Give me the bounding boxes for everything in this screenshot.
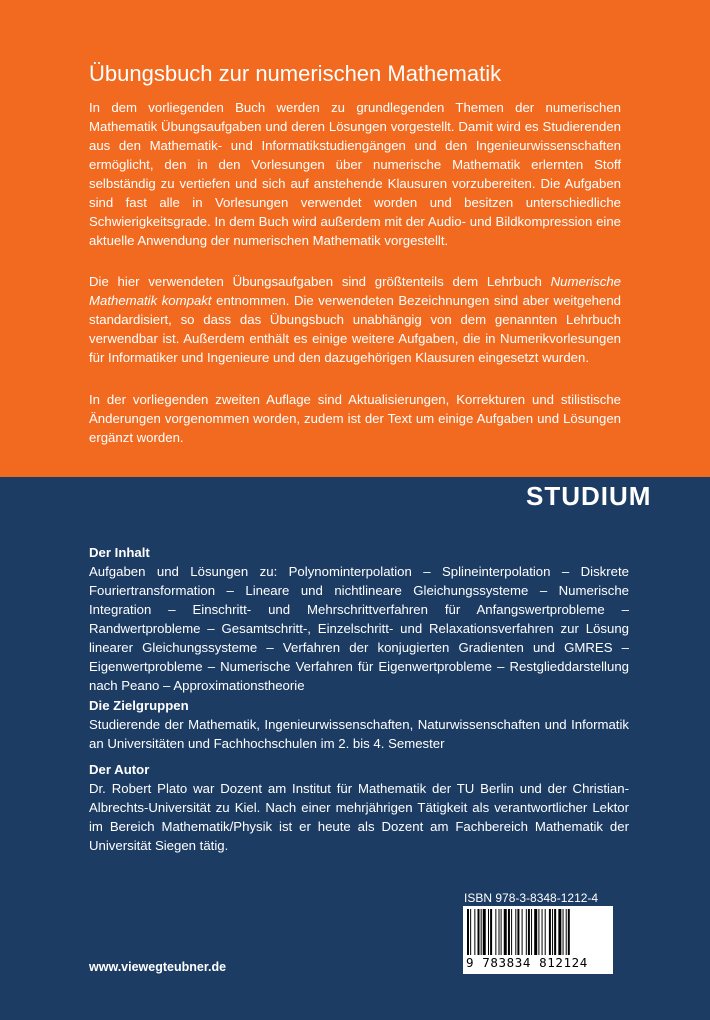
barcode-bar	[531, 909, 532, 955]
barcode-bar	[470, 909, 471, 955]
barcode-bar	[511, 909, 512, 955]
barcode-bar	[488, 909, 489, 955]
barcode-bar	[515, 909, 516, 955]
book-title: Übungsbuch zur numerischen Mathematik	[89, 61, 502, 86]
barcode-bar	[501, 909, 502, 955]
section-inhalt-heading: Der Inhalt	[89, 545, 150, 560]
section-zielgruppen-body: Studierende der Mathematik, Ingenieurwissenschaften, Naturwissenschaften und Informatik an Universitäten und Fachhochschulen im 2. bis 4. Semester	[89, 717, 629, 751]
blurb-paragraph-1: In dem vorliegenden Buch werden zu grundlegenden Themen der numerischen Mathematik Übungsaufgaben und deren Lösungen vorgestellt. Damit wird es Studierenden aus den Mathematik- und Informatikstudiengängen und den Ingenieurwissenschaften ermöglicht, den in den Vorlesungen über numerische Mathematik erlernten Stoff selbständig zu vertiefen und sich auf anstehende Klausuren vorzubereiten. Die Aufgaben sind fast alle in Vorlesungen verwendet worden und besitzen unterschiedliche Schwierigkeitsgrade. In dem Buch wird außerdem mit der Audio- und Bildkompression eine aktuelle Anwendung der numerischen Mathematik vorgestellt.	[89, 100, 621, 248]
barcode-bar	[504, 909, 507, 955]
barcode-bar	[483, 909, 486, 955]
section-zielgruppen	[89, 696, 629, 753]
barcode-bar	[481, 909, 482, 955]
barcode-bar	[549, 909, 551, 955]
barcode-bar	[522, 909, 523, 955]
barcode-bar	[478, 909, 480, 955]
barcode-bar	[474, 909, 475, 955]
publisher-url[interactable]: www.viewegteubner.de	[89, 960, 227, 974]
barcode-bar	[490, 909, 492, 955]
barcode-bar	[508, 909, 510, 955]
barcode-bar	[467, 909, 469, 955]
barcode-bar	[552, 909, 553, 955]
barcode-bars	[463, 906, 613, 956]
barcode-bar	[499, 909, 500, 955]
section-autor-heading: Der Autor	[89, 762, 150, 777]
barcode-bar	[538, 909, 539, 955]
blurb-p2-text-before: Die hier verwendeten Übungsaufgaben sind größtenteils dem Lehrbuch	[89, 274, 551, 289]
barcode-bar	[526, 909, 527, 955]
barcode-bar	[542, 909, 543, 955]
isbn-label: ISBN 978-3-8348-1212-4	[464, 891, 599, 905]
barcode-bar	[545, 909, 546, 955]
barcode-bar	[554, 909, 556, 955]
section-autor	[89, 760, 629, 855]
barcode-bar	[558, 909, 561, 955]
barcode-bar	[528, 909, 530, 955]
blurb-paragraph-2	[89, 272, 621, 367]
section-autor-body: Dr. Robert Plato war Dozent am Institut für Mathematik der TU Berlin und der Christian-Albrechts-Universität zu Kiel. Nach einer mehrjährigen Tätigkeit als verantwortlicher Lektor im Bereich Mathematik/Physik ist er heute als Dozent am Fachbereich Mathematik der Universität Siegen tätig.	[89, 781, 629, 853]
textbook-title: Numerische Mathematik kompakt	[89, 274, 621, 308]
barcode-digits: 9 783834 812124	[466, 955, 588, 970]
blurb-paragraph-3: In der vorliegenden zweiten Auflage sind Aktualisierungen, Korrekturen und stilistische Änderungen vorgenommen worden, zudem ist der Text um einige Aufgaben und Lösungen ergänzt worden.	[89, 392, 621, 445]
barcode-bar	[563, 909, 564, 955]
barcode-bar	[566, 909, 567, 955]
section-inhalt-body: Aufgaben und Lösungen zu: Polynominterpolation – Splineinterpolation – Diskrete Fouriertransformation – Lineare und nichtlineare Gleichungssysteme – Numerische Integration – Einschritt- und Mehrschrittverfahren für Anfangswertprobleme – Randwertprobleme – Gesamtschritt-, Einzelschritt- und Relaxationsverfahren zur Lösung linearer Gleichungssysteme – Verfahren der konjugierten Gradienten und GMRES – Eigenwertprobleme – Numerische Verfahren für Eigenwertprobleme – Restglieddarstellung nach Peano – Approximationstheorie	[89, 564, 629, 693]
barcode-bar	[495, 909, 496, 955]
barcode-bar	[517, 909, 519, 955]
section-inhalt	[89, 543, 629, 695]
barcode-bar	[568, 909, 570, 955]
section-zielgruppen-heading: Die Zielgruppen	[89, 698, 189, 713]
blurb-p2-text-after: entnommen. Die verwendeten Bezeichnungen sind aber weitgehend standardisiert, so dass das Übungsbuch unabhängig von dem genannten Lehrbuch verwendbar ist. Außerdem enthält es einige weitere Aufgaben, die in Numerikvorlesungen für Informatiker und Ingenieure und den dazugehörigen Klausuren eingesetzt wurden.	[89, 293, 622, 365]
barcode-bar	[534, 909, 537, 955]
series-label: STUDIUM	[526, 481, 652, 511]
